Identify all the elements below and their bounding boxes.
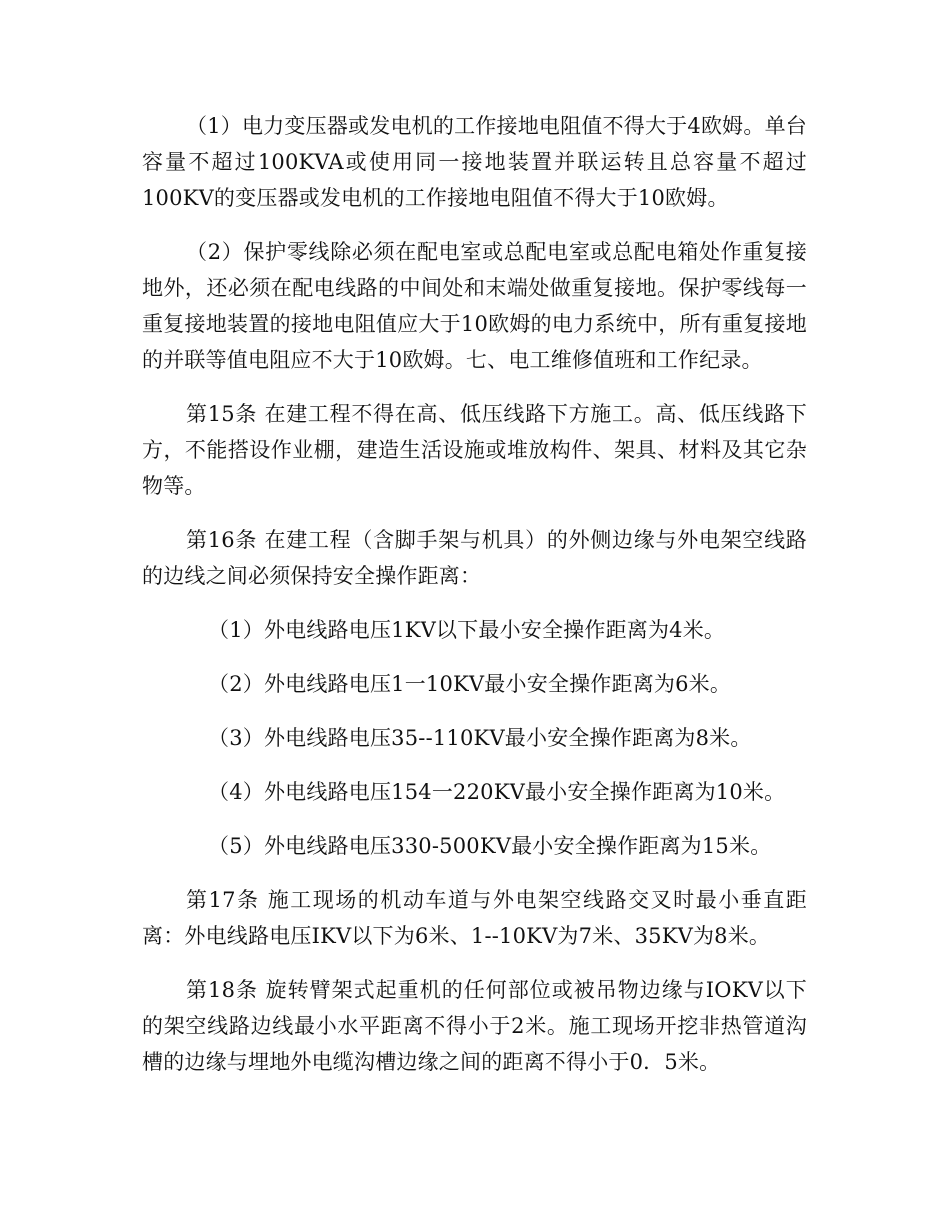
distance-item-4: （4）外电线路电压154一220KV最小安全操作距离为10米。 [208,780,786,804]
distance-item-2: （2）外电线路电压1一10KV最小安全操作距离为6米。 [208,672,732,696]
distance-item-3: （3）外电线路电压35--110KV最小安全操作距离为8米。 [208,726,752,750]
distance-item-5: （5）外电线路电压330-500KV最小安全操作距离为15米。 [208,834,772,858]
document-body [142,108,807,1098]
paragraph-article-18: 第18条 旋转臂架式起重机的任何部位或被吊物边缘与IOKV以下的架空线路边线最小水平距离不得小于2米。施工现场开挖非热管道沟槽的边缘与埋地外电缆沟槽边缘之间的距离不得小于0．5米。 [142,978,807,1074]
paragraph-grounding-resistance: （1）电力变压器或发电机的工作接地电阻值不得大于4欧姆。单台容量不超过100KVA或使用同一接地装置并联运转且总容量不超过100KV的变压器或发电机的工作接地电阻值不得大于10欧姆。 [142,114,807,210]
paragraph-article-16: 第16条 在建工程（含脚手架与机具）的外侧边缘与外电架空线路的边线之间必须保持安全操作距离： [142,528,807,588]
distance-item-1: （1）外电线路电压1KV以下最小安全操作距离为4米。 [208,618,726,642]
paragraph-protective-neutral: （2）保护零线除必须在配电室或总配电室或总配电箱处作重复接地外，还必须在配电线路的中间处和末端处做重复接地。保护零线每一重复接地装置的接地电阻值应大于10欧姆的电力系统中，所有重复接地的并联等值电阻应不大于10欧姆。七、电工维修值班和工作纪录。 [142,240,807,372]
paragraph-article-17: 第17条 施工现场的机动车道与外电架空线路交叉时最小垂直距离：外电线路电压IKV以下为6米、1--10KV为7米、35KV为8米。 [142,888,807,948]
paragraph-article-15: 第15条 在建工程不得在高、低压线路下方施工。高、低压线路下方，不能搭设作业棚，建造生活设施或堆放构件、架具、材料及其它杂物等。 [142,402,807,498]
